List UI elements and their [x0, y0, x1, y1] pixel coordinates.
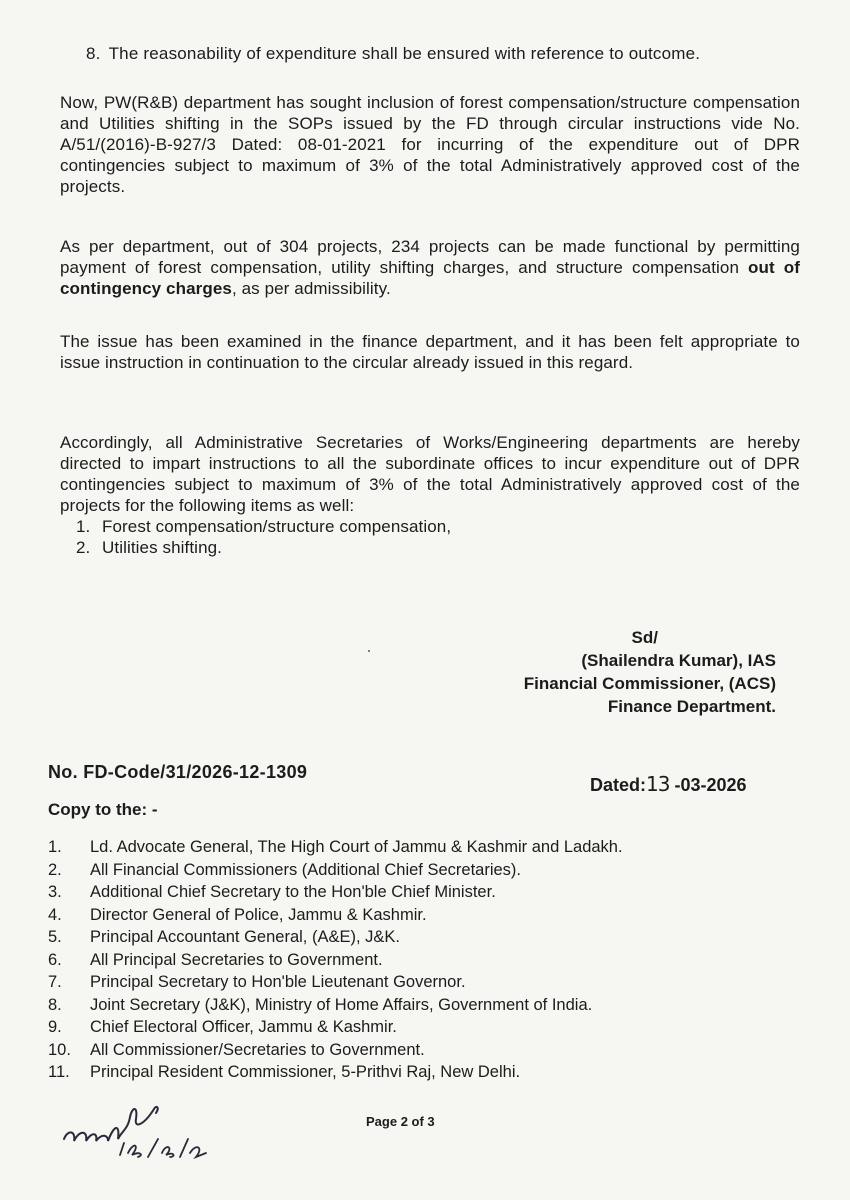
copy-item: [48, 971, 623, 994]
copy-item-number: 9.: [48, 1018, 62, 1036]
copy-item: [48, 1016, 623, 1039]
copy-item: [48, 904, 623, 927]
signature-sd: Sd/: [631, 628, 658, 647]
paragraph-projects-bold: out of contingency charges: [60, 258, 800, 298]
list-item-text: Utilities shifting.: [102, 538, 222, 557]
paragraph-directions: [60, 432, 800, 558]
paragraph-projects-post: , as per admissibility.: [231, 279, 391, 298]
order-date: [590, 772, 747, 796]
copy-item-number: 8.: [48, 995, 62, 1014]
signatory-department: Finance Department.: [607, 697, 776, 716]
copy-item-text: Principal Secretary to Hon'ble Lieutenant Governor.: [90, 973, 466, 991]
paragraph-pwd-request: Now, PW(R&B) department has sought inclusion of forest compensation/structure compensation and Utilities shifting in the SOPs issued by the FD through circular instructions vide No. A/51/(2016)-B-927/3 Dated: 08-01-2021 for incurring of the expenditure out of DPR contingencies subject to maximum of 3% of the total Administratively approved cost of the projects.: [60, 93, 800, 196]
point-8-number: 8.: [86, 44, 101, 63]
copy-item-text: Director General of Police, Jammu & Kashmir.: [90, 905, 427, 924]
list-item: [76, 516, 800, 537]
paragraph-directions-text: Accordingly, all Administrative Secretaries of Works/Engineering departments are hereby directed to impart instructions to all the subordinate offices to incur expenditure out of DPR contingencies subject to maximum of 3% of the total Administratively approved cost of the projects for the following items as well:: [60, 433, 800, 515]
paragraph-projects-pre: As per department, out of 304 projects, 234 projects can be made functional by permitting payment of forest compensation, utility shifting charges, and structure compensation: [60, 237, 800, 277]
copy-item-number: 5.: [48, 928, 62, 946]
page-label: Page: [366, 1114, 401, 1129]
copy-item-text: Ld. Advocate General, The High Court of Jammu & Kashmir and Ladakh.: [90, 838, 623, 856]
copy-item-number: 6.: [48, 950, 62, 969]
copy-item-text: Joint Secretary (J&K), Ministry of Home Affairs, Government of India.: [90, 995, 593, 1014]
copy-item-number: 7.: [48, 973, 62, 991]
copy-item-text: All Commissioner/Secretaries to Government.: [90, 1040, 425, 1059]
copy-item-text: Chief Electoral Officer, Jammu & Kashmir.: [90, 1018, 397, 1036]
copy-item: [48, 949, 623, 972]
list-item-number: 2.: [76, 538, 91, 557]
copy-item-text: Principal Resident Commissioner, 5-Prithvi Raj, New Delhi.: [90, 1063, 521, 1081]
copy-to-heading: Copy to the: -: [48, 800, 158, 819]
copy-item-number: 2.: [48, 860, 62, 879]
copy-item-number: 4.: [48, 905, 62, 924]
list-item-number: 1.: [76, 517, 91, 536]
paragraph-projects: [60, 236, 800, 299]
signatory-title: Financial Commissioner, (ACS): [523, 674, 776, 693]
copy-item-text: Additional Chief Secretary to the Hon'ble Chief Minister.: [90, 883, 496, 901]
list-item-text: Forest compensation/structure compensation,: [102, 517, 452, 536]
copy-to-list: [48, 836, 623, 1084]
point-8-text: The reasonability of expenditure shall be ensured with reference to outcome.: [108, 44, 701, 63]
copy-item: [48, 1039, 623, 1062]
handwritten-initials-signature: [58, 1095, 208, 1165]
page-of-label: of 3: [407, 1114, 435, 1129]
signature-block: [456, 626, 776, 718]
copy-item-number: 11.: [48, 1063, 70, 1081]
point-8: [86, 44, 700, 64]
order-number: No. FD-Code/31/2026-12-1309: [48, 762, 308, 782]
copy-item-number: 10.: [48, 1040, 71, 1059]
copy-item: [48, 859, 623, 882]
list-item: [76, 537, 800, 558]
copy-item: [48, 994, 623, 1017]
copy-item-number: 3.: [48, 883, 62, 901]
copy-item: [48, 926, 623, 949]
copy-item-text: All Principal Secretaries to Government.: [90, 950, 383, 969]
copy-item-text: Principal Accountant General, (A&E), J&K.: [90, 928, 400, 946]
paragraph-examined: The issue has been examined in the finance department, and it has been felt appropriate to issue instruction in continuation to the circular already issued in this regard.: [60, 332, 800, 372]
page-number: [366, 1114, 435, 1129]
copy-item-number: 1.: [48, 838, 62, 856]
page-current: 2: [400, 1114, 408, 1129]
ink-speck: [368, 650, 370, 652]
signatory-name: (Shailendra Kumar), IAS: [581, 651, 776, 670]
copy-item: [48, 881, 623, 904]
dated-rest: -03-2026: [669, 775, 747, 795]
items-list: [76, 516, 800, 558]
copy-item-text: All Financial Commissioners (Additional Chief Secretaries).: [90, 860, 521, 879]
copy-item: [48, 836, 623, 859]
dated-label: Dated:: [590, 775, 647, 795]
dated-day-handwritten: 13: [646, 772, 670, 796]
copy-item: [48, 1061, 623, 1084]
